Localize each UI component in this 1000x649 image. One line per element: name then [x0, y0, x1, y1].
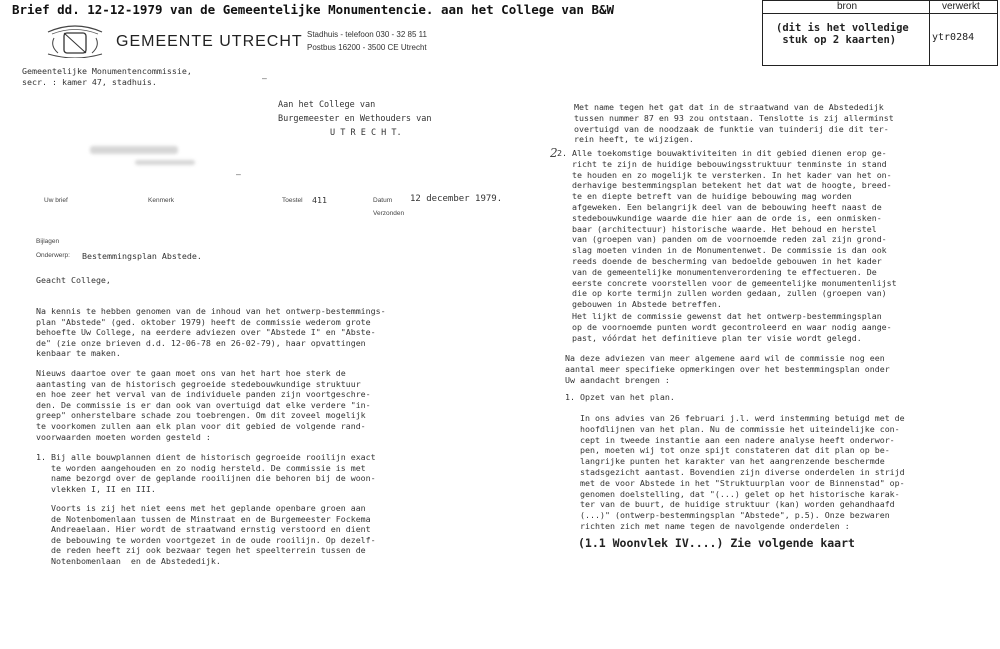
paragraph-randvoorwaarden: Nieuws daartoe over te gaan moet ons van het hart hoe sterk de aantasting van de historisch gegroeide stedebouwkundige struktuur en hoe zeer het verval van de individuele panden zijn voortgeschre- den. De commissie is er dan ook van overtuigd dat elke verdere "in- greep" onherstelbare schade zou toebrengen. Om dit zoveel mogelijk te voorkomen zullen aan elk plan voor dit gebied de volgende rand- voorwaarden moeten worden gesteld : — [36, 368, 371, 442]
fold-mark: – — [262, 74, 267, 83]
uw-brief-label: Uw brief — [44, 197, 68, 204]
toestel-label: Toestel — [282, 197, 303, 204]
contact-line-1: Stadhuis - telefoon 030 - 32 85 11 — [307, 30, 427, 39]
contact-line-2: Postbus 16200 - 3500 CE Utrecht — [307, 43, 427, 52]
bijlagen-label: Bijlagen — [36, 238, 60, 245]
paragraph-intro: Na kennis te hebben genomen van de inhoud van het ontwerp-bestemmings- plan "Abstede" (ged. oktober 1979) heeft de commissie wederom grote behoefte Uw College, na eerdere adviezen over "Abstede I" en "Abste- de" (zie onze brieven d.d. 12-06-78 en 26-02-79), haar opvattingen kenbaar te maken. — [36, 306, 386, 359]
paragraph-specifiek: Na deze adviezen van meer algemene aard wil de commissie nog een aantal meer specifieke opmerkingen over het bestemmingsplan onder Uw aandacht brengen : — [565, 353, 890, 385]
item-2-bebouwingsstruktuur: 2. Alle toekomstige bouwaktiviteiten in dit gebied dienen erop ge- richt te zijn de huidige bebouwingsstruktuur tenminste in stand te houden en zo mogelijk te versterken. In het kader van het on- derhavige bestemmingsplan betekent het dat wat de hoogte, breed- te en diepte betreft van de huidige bebouwing mag worden afgeweken. Een belangrijk deel van de bebouwing heeft naast de stedebouwkundige waarde die hier aan de orde is, een onmisken- baar (architectuur) historische waarde. Het behoud en herstel van (groepen van) panden om de voornoemde reden zal zijn grond- slag moeten vinden in de Monumentenwet. De commissie is dan ook reeds doende de bescherming van bedoelde gebouwen in het kader van de gemeentelijke monumentenverordening te effectueren. De eerste concrete voorstellen voor de gemeentelijke monumentenlijst die op korte termijn zullen worden gedaan, zullen (groepen van) gebouwen in Abstede betreffen. — [557, 148, 897, 310]
coat-of-arms-icon — [44, 22, 106, 58]
onderwerp-label: Onderwerp: — [36, 252, 70, 259]
sender-line-1: Gemeentelijke Monumentencommissie, — [22, 66, 192, 76]
municipality-name: GEMEENTE UTRECHT — [116, 33, 303, 50]
paragraph-opzet: In ons advies van 26 februari j.l. werd instemming betuigd met de hoofdlijnen van het plan. Nu de commissie het uiteindelijke con- cept in tweede instantie aan een nadere analyse heeft onderwor- pen, moeten wij tot onze spijt constateren dat dit plan op be- langrijke punten het karakter van het aangrenzende beschermde stadsgezicht aantast. Bovendien zijn diverse onderdelen in strijd met de voor Abstede in het "Struktuurplan voor de Binnenstad" op- genomen doelstelling, dat "(...) gelet op het historische karak- ter van de buurt, de huidige struktuur (kan) worden gehandhaafd (...)" (ontwerp-bestemmingsplan "Abstede", p.5). Onze bezwaren richten zich met name tegen de navolgende onderdelen : — [579, 413, 905, 531]
datum-label: Datum — [373, 197, 393, 204]
onderwerp-value: Bestemmingsplan Abstede. — [82, 251, 202, 261]
verzonden-label: Verzonden — [373, 210, 405, 217]
contact-info — [307, 28, 427, 54]
recipient-line-3: U T R E C H T. — [330, 128, 402, 138]
salutation: Geacht College, — [36, 275, 111, 285]
section-1-heading: 1. Opzet van het plan. — [565, 392, 675, 402]
item-1-rooilijn: 1. Bij alle bouwplannen dient de historisch gegroeide rooilijn exact te worden aangehouden en zo nodig hersteld. De commissie is met name bezorgd over de geplande rooilijnen die behoren bij de woon- vlekken I, II en III. — [36, 452, 376, 494]
document-title: Brief dd. 12-12-1979 van de Gemeentelijke Monumentencie. aan het College van B&W — [12, 2, 615, 17]
datum-value: 12 december 1979. — [410, 194, 503, 204]
fold-mark: – — [236, 170, 241, 179]
paragraph-abstededijk: Met name tegen het gat dat in de straatwand van de Abstededijk tussen nummer 87 en 93 zou ontstaan. Tenslotte is zij allerminst overtuigd van de noodzaak de funktie van tuinderij die dit ter- rein heeft, te wijzigen. — [574, 102, 894, 145]
recipient-line-1: Aan het College van — [278, 100, 376, 110]
continuation-note: (1.1 Woonvlek IV....) Zie volgende kaart — [578, 536, 855, 550]
sender-line-2: secr. : kamer 47, stadhuis. — [22, 76, 157, 87]
smudge — [90, 146, 178, 154]
recipient-line-2: Burgemeester en Wethouders van — [278, 114, 432, 124]
stamp-note: (dit is het volledige stuk op 2 kaarten) — [776, 22, 909, 46]
sender-block — [22, 66, 192, 87]
toestel-value: 411 — [312, 195, 327, 205]
recipient-block — [278, 98, 432, 140]
stamp-verwerkt-label: verwerkt — [942, 1, 980, 12]
smudge — [135, 160, 195, 165]
stamp-bron-label: bron — [837, 1, 858, 12]
archive-stamp — [762, 0, 998, 66]
paragraph-controle: Het lijkt de commissie gewenst dat het ontwerp-bestemmingsplan op de voornoemde punten wordt gecontroleerd en waar nodig aange- past, vóórdat het definitieve plan ter visie wordt gelegd. — [571, 311, 892, 343]
kenmerk-label: Kenmerk — [148, 197, 175, 204]
stamp-code: ytr0284 — [932, 32, 975, 43]
item-1-groen: Voorts is zij het niet eens met het geplande openbare groen aan de Notenbomenlaan tussen de Minstraat en de Burgemeester Fockema Andreaelaan. Hier wordt de straatwand ernstig verstoord en dient de bebouwing te worden voortgezet in de oude rooilijn. Op dezelf- de reden heeft zij ook bezwaar tegen het speelterrein tussen de Notenbomenlaan en de Abstededijk. — [50, 503, 376, 566]
handwritten-mark: 2 — [550, 146, 558, 160]
